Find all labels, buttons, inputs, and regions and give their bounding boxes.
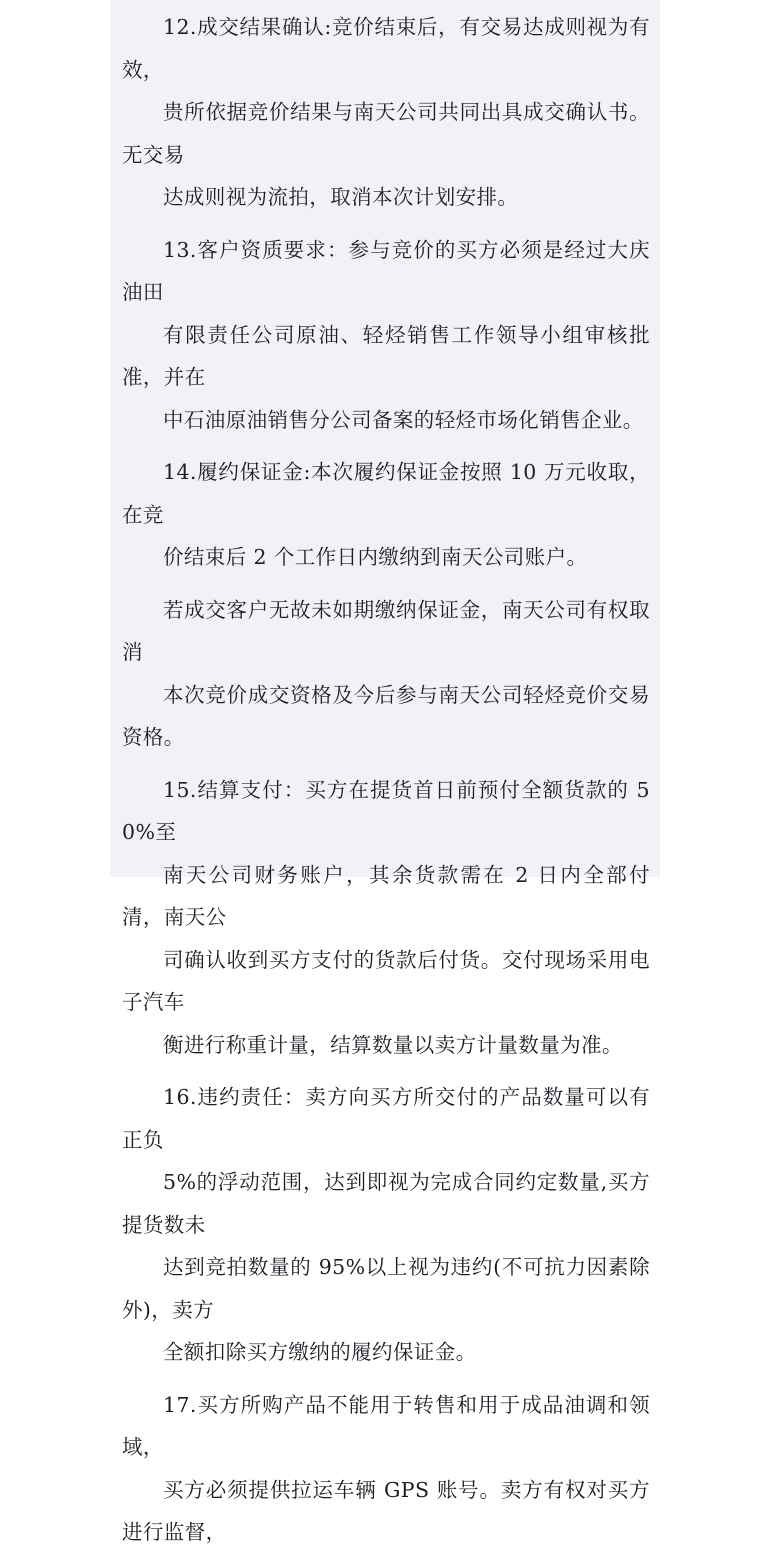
text-line: 12.成交结果确认:竞价结束后，有交易达成则视为有效， [122,15,650,82]
text-line: 15.结算支付：买方在提货首日前预付全额货款的 50%至 [122,777,650,844]
text-line: 5%的浮动范围，达到即视为完成合同约定数量,买方提货数未 [122,1170,650,1237]
text-line: 司确认收到买方支付的货款后付货。交付现场采用电子汽车 [122,947,650,1014]
text-line: 达到竞拍数量的 95%以上视为违约(不可抗力因素除外)，卖方 [122,1255,650,1322]
text-line: 14.履约保证金:本次履约保证金按照 10 万元收取，在竞 [122,460,650,527]
text-line: 达成则视为流拍，取消本次计划安排。 [163,185,519,209]
document-body [122,6,650,1564]
clause-15 [122,769,650,1067]
text-line: 衡进行称重计量，结算数量以卖方计量数量为准。 [163,1032,623,1057]
text-line: 中石油原油销售分公司备案的轻烃市场化销售企业。 [163,407,644,432]
text-line: 买方必须提供拉运车辆 GPS 账号。卖方有权对买方进行监督， [122,1477,650,1544]
clause-13 [122,229,650,442]
text-line: 贵所依据竞价结果与南天公司共同出具成交确认书。无交易 [122,100,650,167]
clause-17 [122,1384,650,1554]
text-line: 南天公司财务账户，其余货款需在 2 日内全部付清，南天公 [122,862,650,929]
text-line: 17.买方所购产品不能用于转售和用于成品油调和领域， [122,1392,650,1459]
clause-14-supplement [122,589,650,759]
text-line: 13.客户资质要求：参与竞价的买方必须是经过大庆油田 [122,237,650,304]
text-line: 全额扣除买方缴纳的履约保证金。 [163,1340,477,1364]
text-line: 本次竞价成交资格及今后参与南天公司轻烃竞价交易资格。 [122,682,650,749]
clause-16 [122,1076,650,1374]
text-line: 若成交客户无故未如期缴纳保证金，南天公司有权取消 [122,597,650,664]
clause-12 [122,6,650,219]
text-line: 有限责任公司原油、轻烃销售工作领导小组审核批准，并在 [122,322,650,389]
text-line: 16.违约责任：卖方向买方所交付的产品数量可以有正负 [122,1085,650,1152]
clause-14 [122,451,650,579]
text-line: 价结束后 2 个工作日内缴纳到南天公司账户。 [163,545,588,569]
